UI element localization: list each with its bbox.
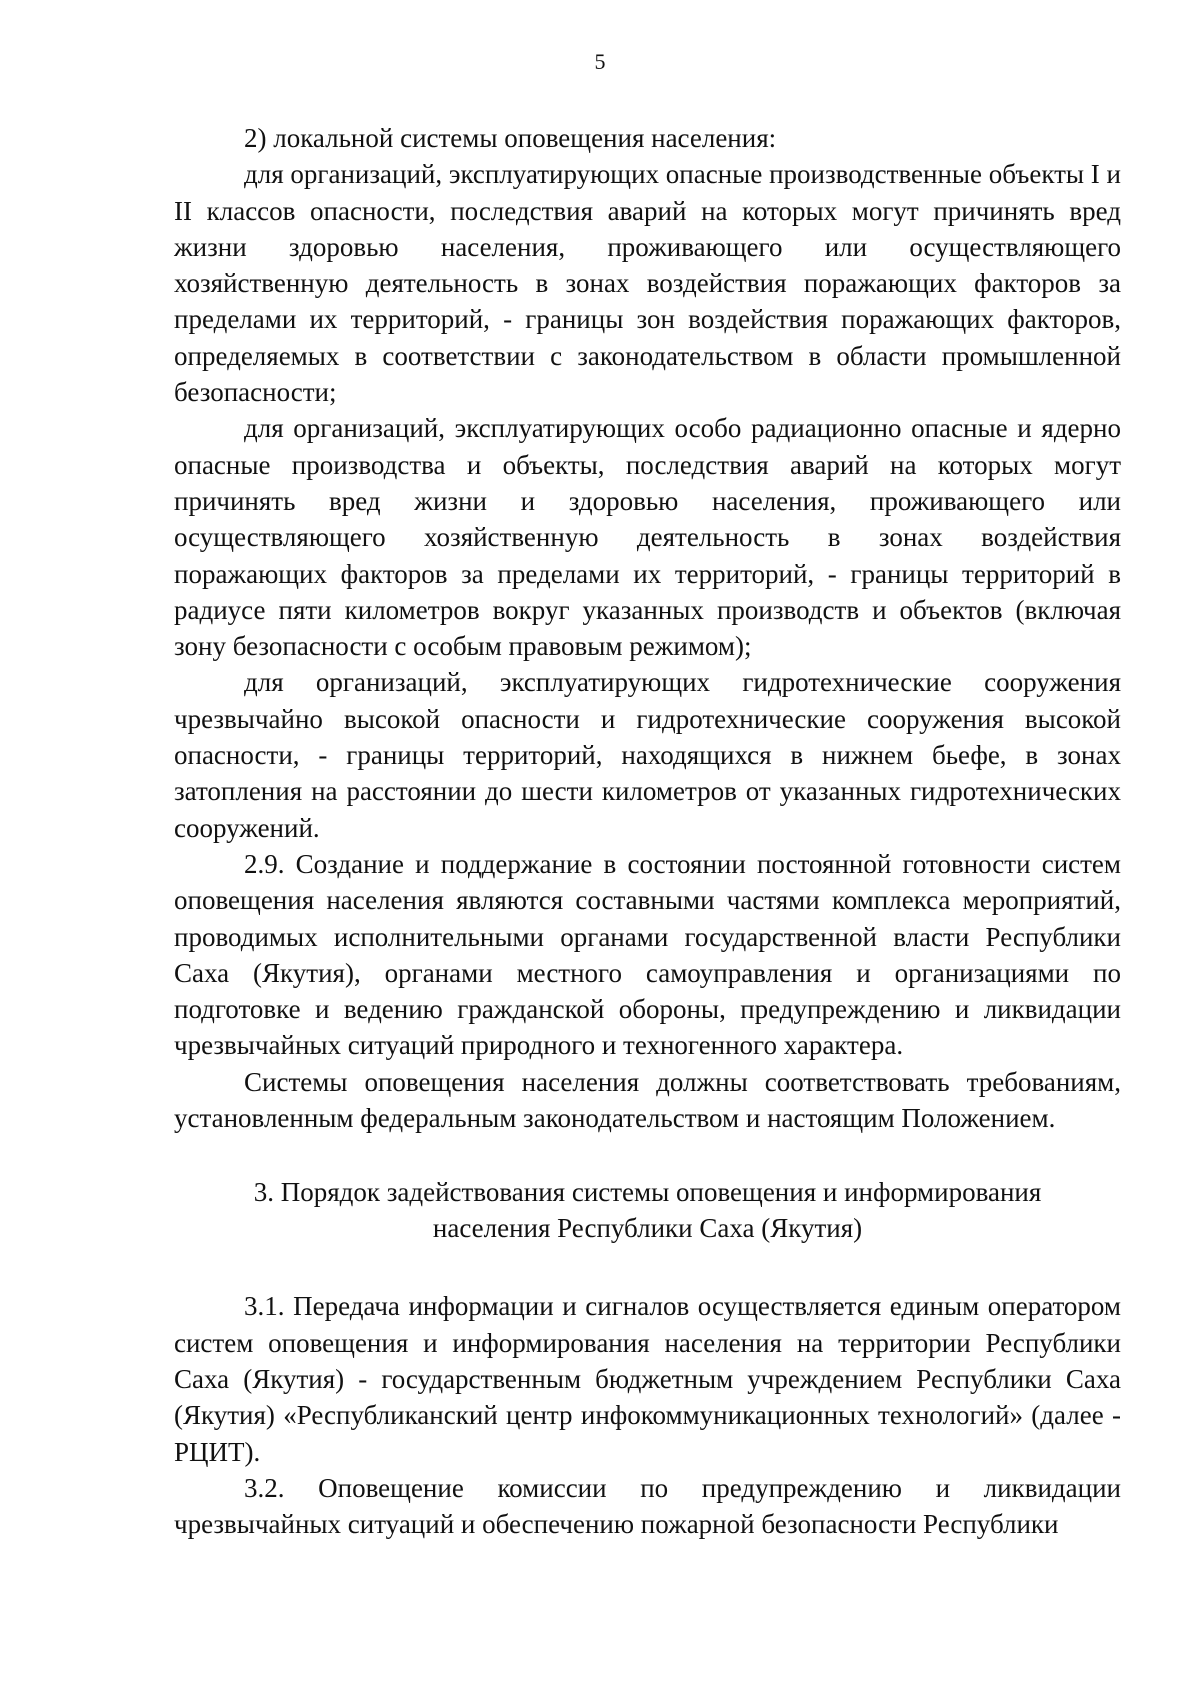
- paragraph-hydraulic-structures: для организаций, эксплуатирующих гидротехнические сооружения чрезвычайно высокой опасности и гидротехнические сооружения высокой опасности, - границы территорий, находящихся в нижнем бьефе, в зонах затопления на расстоянии до шести километров от указанных гидротехнических сооружений.: [174, 667, 1121, 843]
- paragraph-3-1: 3.1. Передача информации и сигналов осуществляется единым оператором систем оповещения и информирования населения на территории Республики Саха (Якутия) - государственным бюджетным учреждением Республики Саха (Якутия) «Республиканский центр инфокоммуникационных технологий» (далее - РЦИТ).: [174, 1291, 1121, 1467]
- paragraph-2-9: 2.9. Создание и поддержание в состоянии постоянной готовности систем оповещения населения являются составными частями комплекса мероприятий, проводимых исполнительными органами государственной власти Республики Саха (Якутия), органами местного самоуправления и организациями по подготовке и ведению гражданской обороны, предупреждению и ликвидации чрезвычайных ситуаций природного и техногенного характера.: [174, 848, 1121, 1061]
- section-3-heading: [174, 1174, 1121, 1246]
- document-body: [174, 120, 1121, 1542]
- paragraph-local-warning-system: 2) локальной системы оповещения населения:: [244, 123, 777, 153]
- page-number: 5: [594, 49, 606, 74]
- section-heading-line-1: 3. Порядок задействования системы оповещения и информирования: [253, 1177, 1042, 1208]
- section-heading-line-2: населения Республики Саха (Якутия): [432, 1213, 863, 1244]
- paragraph-hazardous-facilities: для организаций, эксплуатирующих опасные производственные объекты I и II классов опасности, последствия аварий на которых могут причинять вред жизни здоровью населения, проживающего или осуществляющего хозяйственную деятельность в зонах воздействия поражающих факторов за пределами их территорий, - границы зон воздействия поражающих факторов, определяемых в соответствии с законодательством в области промышленной безопасности;: [174, 159, 1121, 408]
- paragraph-3-2: 3.2. Оповещение комиссии по предупреждению и ликвидации чрезвычайных ситуаций и обеспечению пожарной безопасности Республики: [174, 1472, 1121, 1540]
- paragraph-radiation-hazardous-facilities: для организаций, эксплуатирующих особо радиационно опасные и ядерно опасные производства и объекты, последствия аварий на которых могут причинять вред жизни и здоровью населения, проживающего или осуществляющего хозяйственную деятельность в зонах воздействия поражающих факторов за пределами их территорий, - границы территорий в радиусе пяти километров вокруг указанных производств и объектов (включая зону безопасности с особым правовым режимом);: [174, 413, 1121, 662]
- paragraph-requirements: Системы оповещения населения должны соответствовать требованиям, установленным федеральным законодательством и настоящим Положением.: [174, 1066, 1121, 1134]
